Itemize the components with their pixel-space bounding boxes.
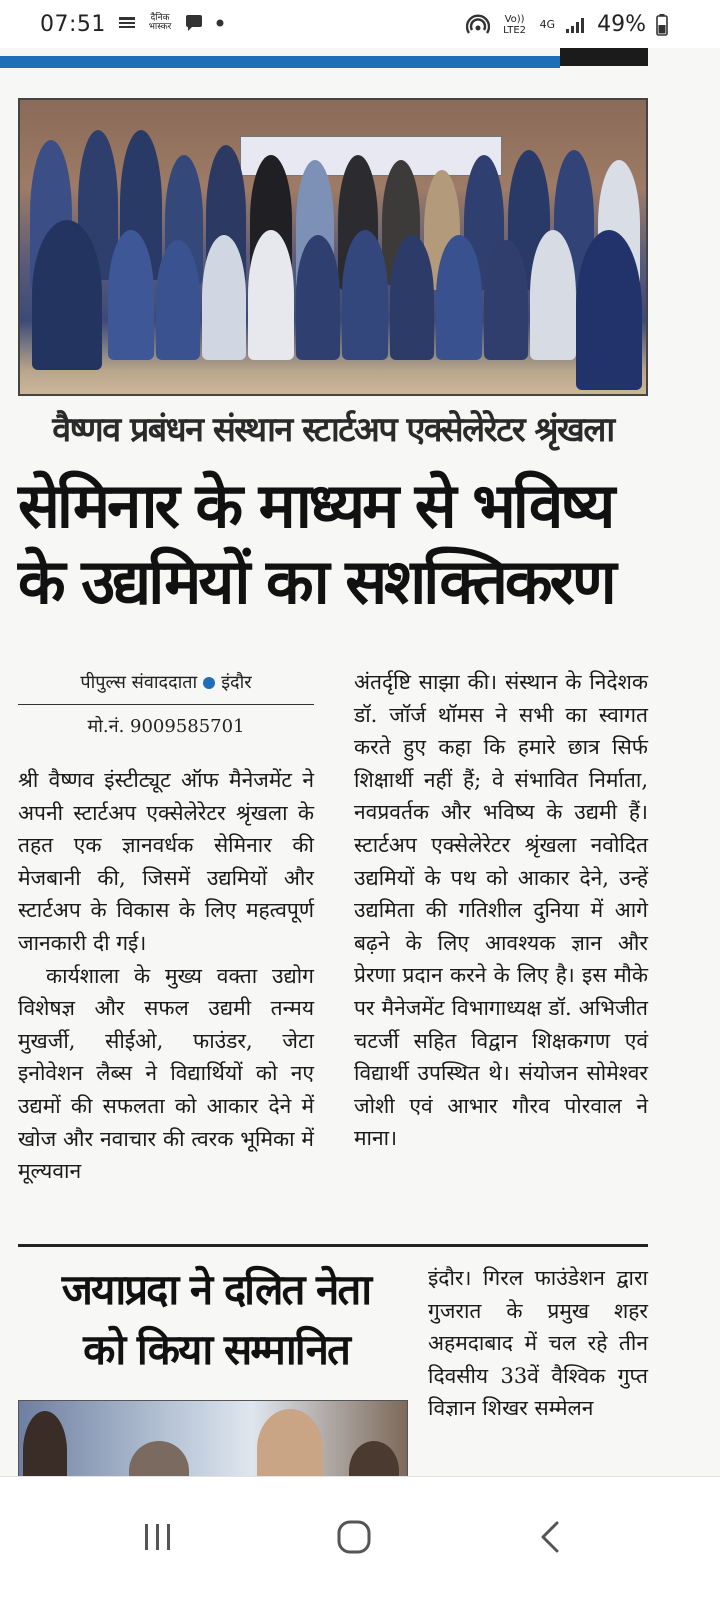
blue-header-rule [0,56,560,68]
home-icon [336,1519,372,1555]
back-button[interactable] [520,1507,580,1567]
dainik-bhaskar-icon: दैनिक भास्कर [148,13,172,32]
article2-headline-line-1: जयाप्रदा ने दलित नेता [61,1265,371,1314]
article-kicker: वैष्णव प्रबंधन संस्थान स्टार्टअप एक्सेलेरेटर श्रृंखला [52,410,614,450]
byline [18,670,314,694]
reporter-phone: मो.नं. 9009585701 [87,716,245,737]
4g-icon: 4G [539,18,556,31]
recent-apps-button[interactable] [128,1507,188,1567]
chat-bubble-icon [184,14,204,32]
recent-apps-icon [141,1522,175,1552]
byline-source: पीपुल्स संवाददाता [80,672,198,693]
battery-percent: 49% [597,12,646,37]
notification-stack-icon [118,15,136,31]
section-divider [18,1244,648,1247]
byline-divider [18,704,314,705]
article2-headline [18,1260,414,1380]
article-paragraph-1: श्री वैष्णव इंस्टीट्यूट ऑफ मैनेजमेंट ने अपनी स्टार्टअप एक्सेलेरेटर श्रृंखला के तहत एक ज्ञानवर्धक सेमिनार की मेजबानी की, जिसमें उद्यमियों और स्टार्टअप के विकास के लिए महत्वपूर्ण जानकारी दी गई। [18,768,314,955]
battery-icon [656,14,668,36]
navigation-bar [0,1476,720,1601]
article2-headline-line-2: को किया सम्मानित [83,1325,349,1374]
volte-icon: Vo)) LTE2 [503,13,527,36]
status-left-icons [118,14,224,32]
article-paragraph-3: अंतर्दृष्टि साझा की। संस्थान के निदेशक डॉ. जॉर्ज थॉमस ने सभी का स्वागत करते हुए कहा कि हमारे छात्र सिर्फ शिक्षार्थी नहीं हैं; वे संभावित निर्माता, नवप्रवर्तक और भविष्य के उद्यमी हैं। स्टार्टअप एक्सेलेरेटर श्रृंखला नवोदित उद्यमियों के पथ को आकार देने, उन्हें उद्यमिता की गतिशील दुनिया में आगे बढ़ने के लिए आवश्यक ज्ञान और प्रेरणा प्रदान करने के लिए है। इस मौके पर मैनेजमेंट विभागाध्यक्ष डॉ. अभिजीत चटर्जी सहित विद्वान शिक्षकगण एवं विद्यार्थी उपस्थित थे। संयोजन सोमेश्वर जोशी एवं आभार गौरव पोरवाल ने माना। [354,670,648,1151]
article-column-left [18,764,314,1188]
signal-icon [565,16,587,34]
home-button[interactable] [324,1507,384,1567]
article-paragraph-2: कार्यशाला के मुख्य वक्ता उद्योग विशेषज्ञ और सफल उद्यमी तन्मय मुखर्जी, सीईओ, फाउंडर, जेटा इनोवेशन लैब्स ने विद्यार्थियों को नए उद्यमों की सफलता को आकार देने में खोज और नवाचार की त्वरक भूमिका में मूल्यवान [18,963,314,1184]
status-time: 07:51 [40,12,106,37]
article2-paragraph: इंदौर। गिरल फाउंडेशन द्वारा गुजरात के प्रमुख शहर अहमदाबाद में चल रहे तीन दिवसीय 33वें वैश्विक गुप्त विज्ञान शिखर सम्मेलन [428,1266,648,1421]
status-right-icons [466,12,668,37]
article-headline [18,468,648,620]
status-bar [0,0,720,48]
headline-line-2: के उद्यमियों का सशक्तिकरण [18,545,614,618]
dot-icon [216,19,224,27]
bullet-dot-icon [203,677,215,689]
hotspot-icon [466,14,490,36]
article2-column [428,1262,648,1425]
article-column-right [354,666,648,1155]
group-photo [18,98,648,396]
dark-header-block [560,48,648,66]
back-icon [538,1520,562,1554]
headline-line-1: सेमिनार के माध्यम से भविष्य [18,469,613,542]
byline-city: इंदौर [221,672,252,693]
article2-photo [18,1400,408,1476]
newspaper-clipping[interactable] [0,48,720,1476]
